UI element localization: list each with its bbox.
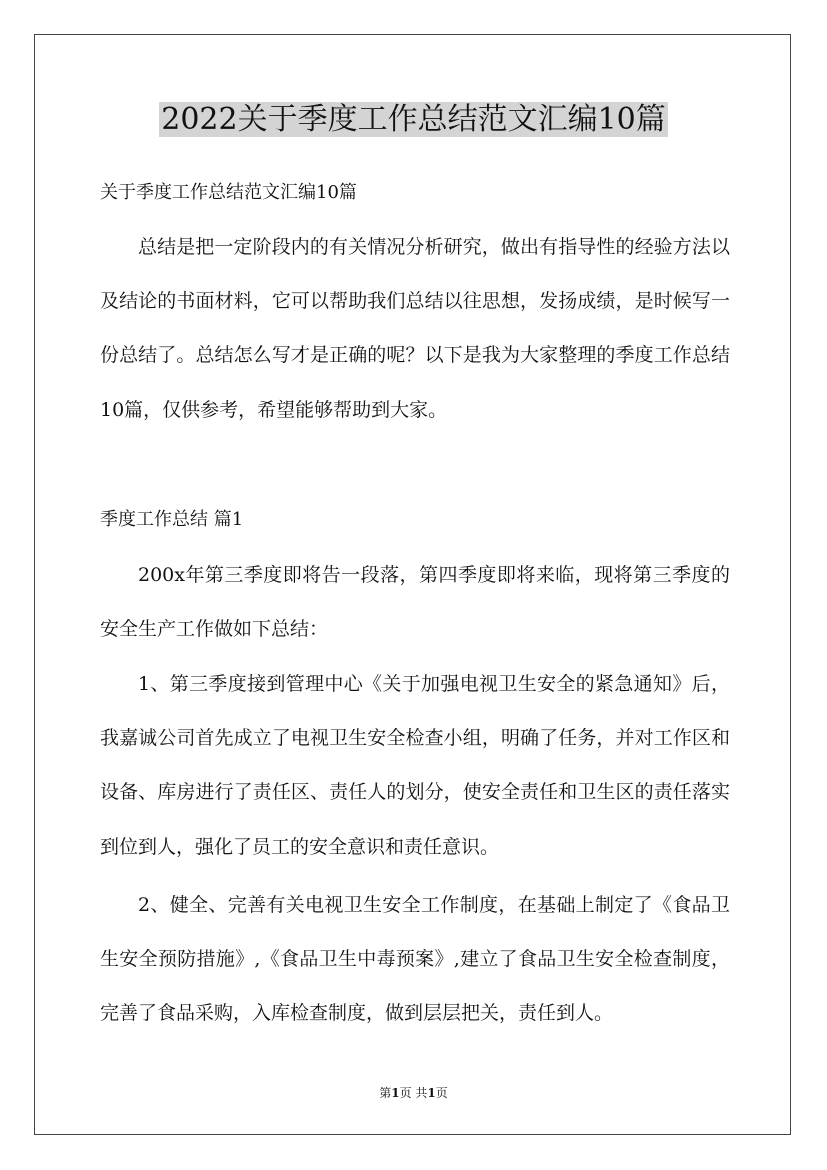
body-paragraph-1: 200x年第三季度即将告一段落，第四季度即将来临，现将第三季度的安全生产工作做如下总结： (100, 564, 730, 641)
body-paragraph-2: 1、第三季度接到管理中心《关于加强电视卫生安全的紧急通知》后，我嘉诚公司首先成立了电视卫生安全检查小组，明确了任务，并对工作区和设备、库房进行了责任区、责任人的划分，使安全责任和卫生区的责任落实到位到人，强化了员工的安全意识和责任意识。 (100, 673, 730, 858)
page-footer (0, 1084, 827, 1102)
section-heading: 季度工作总结 篇1 (100, 509, 244, 530)
document-subtitle: 关于季度工作总结范文汇编10篇 (100, 182, 357, 203)
page-mid: 页 共 (399, 1086, 428, 1100)
document-title-text: 2022关于季度工作总结范文汇编10篇 (161, 102, 666, 137)
page-prefix: 第 (379, 1086, 392, 1100)
document-title (0, 98, 827, 142)
page-total: 1 (427, 1086, 436, 1100)
page-suffix: 页 (435, 1086, 448, 1100)
page-current: 1 (391, 1086, 400, 1100)
intro-paragraph: 总结是把一定阶段内的有关情况分析研究，做出有指导性的经验方法以及结论的书面材料，它可以帮助我们总结以往思想，发扬成绩，是时候写一份总结了。总结怎么写才是正确的呢？以下是我为大家整理的季度工作总结10篇，仅供参考，希望能够帮助到大家。 (100, 236, 730, 421)
body-paragraph-3: 2、健全、完善有关电视卫生安全工作制度，在基础上制定了《食品卫生安全预防措施》,《食品卫生中毒预案》,建立了食品卫生安全检查制度，完善了食品采购，入库检查制度，做到层层把关，责任到人。 (100, 894, 730, 1025)
